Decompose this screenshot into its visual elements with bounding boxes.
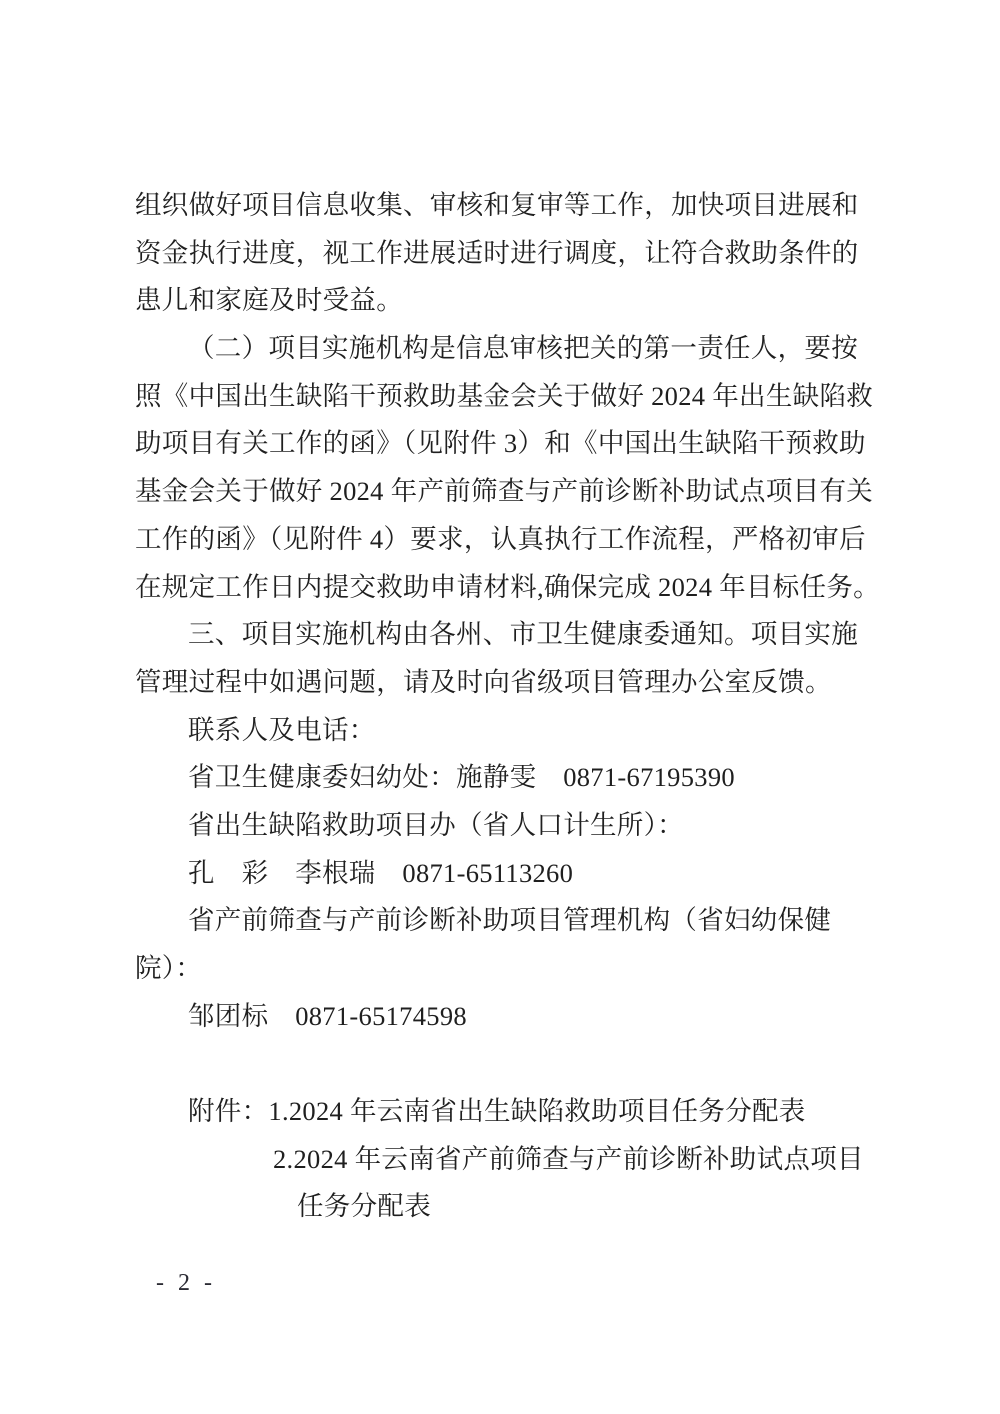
body-text-line: 照《中国出生缺陷干预救助基金会关于做好 2024 年出生缺陷救: [135, 380, 874, 411]
contact-line: 孔 彩 李根瑞 0871-65113260: [188, 857, 574, 888]
contact-line: 邹团标 0871-65174598: [188, 1000, 467, 1031]
contact-line: 省产前筛查与产前诊断补助项目管理机构（省妇幼保健: [188, 905, 832, 936]
attachment-line-1: 附件：1.2024 年云南省出生缺陷救助项目任务分配表: [188, 1096, 806, 1127]
contact-line: 院）：: [135, 953, 203, 983]
body-text-line: 基金会关于做好 2024 年产前筛查与产前诊断补助试点项目有关: [135, 476, 874, 507]
body-text-line: （二）项目实施机构是信息审核把关的第一责任人，要按: [188, 333, 858, 364]
attachment-line-2-cont: 任务分配表: [297, 1191, 431, 1222]
page-number: - 2 -: [156, 1270, 216, 1296]
contacts-heading-line: 联系人及电话：: [188, 714, 376, 745]
body-text-line: 在规定工作日内提交救助申请材料,确保完成 2024 年目标任务。: [135, 571, 880, 602]
contact-line: 省出生缺陷救助项目办（省人口计生所）：: [188, 809, 684, 840]
body-text-line: 助项目有关工作的函》（见附件 3）和《中国出生缺陷干预救助: [135, 428, 866, 459]
contact-line: 省卫生健康委妇幼处：施静雯 0871-67195390: [188, 762, 735, 793]
body-text-line: 患儿和家庭及时受益。: [135, 285, 403, 316]
body-text-line: 三、项目实施机构由各州、市卫生健康委通知。项目实施: [188, 619, 858, 650]
attachment-line-2: 2.2024 年云南省产前筛查与产前诊断补助试点项目: [273, 1143, 864, 1174]
body-text-line: 资金执行进度，视工作进展适时进行调度，让符合救助条件的: [135, 237, 859, 268]
body-text-line: 组织做好项目信息收集、审核和复审等工作，加快项目进展和: [135, 190, 859, 220]
body-text-line: 工作的函》（见附件 4）要求，认真执行工作流程，严格初审后: [135, 523, 866, 554]
blank-line: [135, 1040, 877, 1088]
body-text-line: 管理过程中如遇问题，请及时向省级项目管理办公室反馈。: [135, 666, 832, 697]
document-body: [135, 182, 880, 1231]
